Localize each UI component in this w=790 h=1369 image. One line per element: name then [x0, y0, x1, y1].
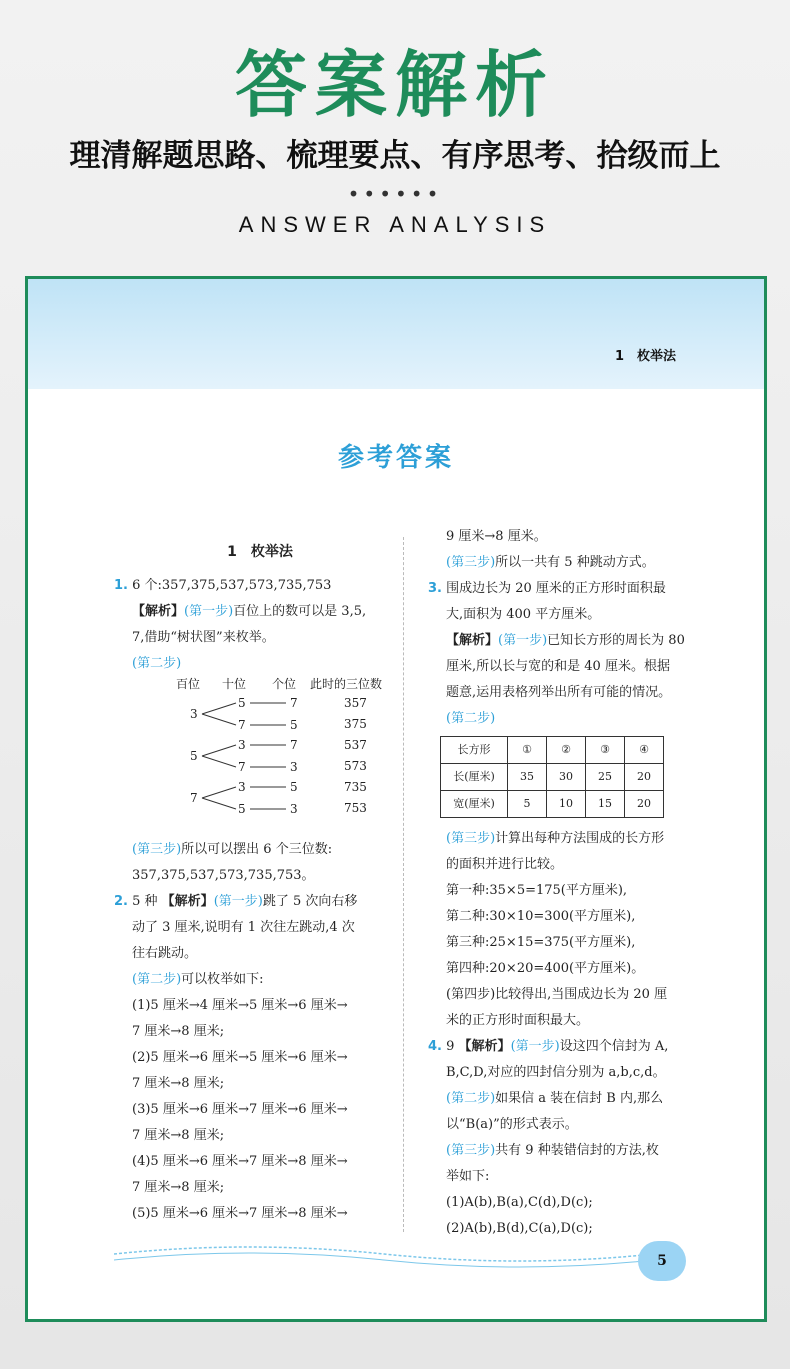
q3-text: 计算出每种方法围成的长方形: [495, 831, 665, 846]
list-item: (2)5 厘米→6 厘米→5 厘米→6 厘米→: [132, 1050, 348, 1065]
analysis-tag: 【解析】: [446, 633, 499, 648]
calc-line: 第二种:30×10=300(平方厘米),: [446, 909, 636, 924]
q3-text: 围成边长为 20 厘米的正方形时面积最: [446, 581, 666, 596]
list-item: (3)5 厘米→6 厘米→7 厘米→6 厘米→: [132, 1102, 348, 1117]
q3-number: 3.: [428, 581, 442, 596]
q1-text: 所以可以摆出 6 个三位数:: [181, 842, 333, 857]
q2-text: 所以一共有 5 种跳动方式。: [495, 555, 655, 570]
tree-ones: 3: [290, 802, 298, 816]
table-cell: 宽(厘米): [441, 791, 508, 818]
tree-header: 十位: [222, 677, 247, 691]
tree-result: 537: [344, 738, 367, 752]
tree-result: 357: [344, 696, 367, 710]
q1-text: 百位上的数可以是 3,5,: [233, 604, 367, 619]
q3-text: 米的正方形时面积最大。: [446, 1013, 590, 1028]
step-label: (第二步): [446, 711, 496, 726]
q3-text: 的面积并进行比较。: [446, 857, 564, 872]
q3-text: 已知长方形的周长为 80: [547, 633, 685, 648]
step-label: (第二步): [446, 1091, 496, 1106]
table-header-cell: ②: [547, 737, 586, 764]
table-header-cell: ④: [625, 737, 664, 764]
tree-tens: 7: [238, 760, 246, 774]
table-header-cell: ①: [508, 737, 547, 764]
table-cell: 35: [508, 764, 547, 791]
tree-hundreds: 5: [190, 749, 198, 763]
list-item: (1)5 厘米→4 厘米→5 厘米→6 厘米→: [132, 998, 348, 1013]
table-cell: 20: [625, 764, 664, 791]
left-column: [114, 539, 394, 1227]
section-title: 1 枚举法: [227, 544, 293, 560]
q1-answer: [114, 573, 394, 599]
q3-text: 题意,运用表格列举出所有可能的情况。: [446, 685, 672, 700]
calc-line: 第一种:35×5=175(平方厘米),: [446, 883, 628, 898]
step-label: (第三步): [446, 555, 496, 570]
step-label: (第三步): [132, 842, 182, 857]
tree-hundreds: 3: [190, 707, 198, 721]
q2-text: 往右跳动。: [132, 946, 198, 961]
calc-line: 第四种:20×20=400(平方厘米)。: [446, 961, 645, 976]
tree-ones: 7: [290, 738, 298, 752]
analysis-tag: 【解析】: [132, 604, 185, 619]
q2-answer: 5 种: [132, 894, 158, 909]
table-cell: 30: [547, 764, 586, 791]
table-header-row: [441, 737, 664, 764]
list-item: (2)A(b),B(d),C(a),D(c);: [446, 1221, 593, 1236]
q2-line: [114, 889, 394, 915]
page-title: 参考答案: [337, 443, 454, 473]
tree-header: 个位: [272, 677, 297, 691]
q2-line: [114, 967, 394, 993]
q2-number: 2.: [114, 894, 128, 909]
q4-line: [428, 1138, 718, 1164]
q4-text: B,C,D,对应的四封信分别为 a,b,c,d。: [446, 1065, 666, 1080]
list-item: 7 厘米→8 厘米;: [132, 1024, 225, 1039]
q4-text: 举如下:: [446, 1169, 490, 1184]
step-label: (第三步): [446, 831, 496, 846]
header-band: [28, 279, 764, 389]
q3-line: [428, 576, 718, 602]
tree-diagram: [114, 677, 394, 837]
tree-header: 百位: [176, 677, 201, 691]
q4-text: 共有 9 种装错信封的方法,枚: [495, 1143, 659, 1158]
analysis-tag: 【解析】: [458, 1039, 511, 1054]
tree-ones: 3: [290, 760, 298, 774]
tree-ones: 7: [290, 696, 298, 710]
hero-subtitle: 理清解题思路、梳理要点、有序思考、拾级而上: [69, 138, 721, 174]
q2-text: 动了 3 厘米,说明有 1 次往左跳动,4 次: [132, 920, 355, 935]
table-cell: 5: [508, 791, 547, 818]
table-cell: 10: [547, 791, 586, 818]
hero-dots: ••••••: [347, 182, 443, 206]
q2-text: 跳了 5 次向右移: [262, 894, 358, 909]
page-frame: [25, 276, 767, 1322]
q4-text: 以“B(a)”的形式表示。: [446, 1117, 578, 1132]
table-cell: 25: [586, 764, 625, 791]
analysis-tag: 【解析】: [161, 894, 214, 909]
table-header-cell: 长方形: [441, 737, 508, 764]
table-cell: 15: [586, 791, 625, 818]
q4-number: 4.: [428, 1039, 442, 1054]
q1-line: [114, 837, 394, 863]
q1-number: 1.: [114, 578, 128, 593]
tree-hundreds: 7: [190, 791, 198, 805]
table-row: [441, 764, 664, 791]
right-column: [428, 524, 718, 1242]
page-number: 5: [638, 1241, 686, 1281]
q4-text: 如果信 a 装在信封 B 内,那么: [495, 1091, 664, 1106]
tree-ones: 5: [290, 780, 298, 794]
rectangle-table: [440, 736, 664, 818]
table-header-cell: ③: [586, 737, 625, 764]
step-label: (第二步): [132, 972, 182, 987]
q2-line: [428, 550, 718, 576]
q1-answer-text: 6 个:357,375,537,573,735,753: [132, 578, 332, 593]
calc-line: 第三种:25×15=375(平方厘米),: [446, 935, 636, 950]
tree-result: 573: [344, 759, 367, 773]
tree-tens: 3: [238, 780, 246, 794]
q3-text: 大,面积为 400 平方厘米。: [446, 607, 601, 622]
q4-line: [428, 1086, 718, 1112]
step-label: (第一步): [184, 604, 234, 619]
q3-text: (第四步)比较得出,当围成边长为 20 厘: [446, 987, 668, 1002]
q1-text: 357,375,537,573,735,753。: [132, 868, 315, 883]
q3-line: [428, 826, 718, 852]
tree-header: 此时的三位数: [310, 677, 383, 691]
table-row: [441, 791, 664, 818]
q3-text: 厘米,所以长与宽的和是 40 厘米。根据: [446, 659, 670, 674]
tree-tens: 5: [238, 696, 246, 710]
tree-result: 753: [344, 801, 367, 815]
q2-text: 可以枚举如下:: [181, 972, 264, 987]
running-header: 1 枚举法: [614, 349, 676, 364]
tree-ones: 5: [290, 718, 298, 732]
list-item: 7 厘米→8 厘米;: [132, 1076, 225, 1091]
tree-tens: 3: [238, 738, 246, 752]
step-label: (第三步): [446, 1143, 496, 1158]
hero-title: 答案解析: [234, 43, 555, 127]
tree-result: 375: [344, 717, 367, 731]
footer-wave: [114, 1234, 654, 1274]
step-label: (第一步): [213, 894, 263, 909]
step-label: (第一步): [498, 633, 548, 648]
tree-result: 735: [344, 780, 367, 794]
q4-answer: 9: [446, 1039, 455, 1054]
q1-text: 7,借助“树状图”来枚举。: [132, 630, 275, 645]
list-item: 7 厘米→8 厘米;: [132, 1180, 225, 1195]
hero-english-title: ANSWER ANALYSIS: [238, 212, 552, 237]
table-cell: 长(厘米): [441, 764, 508, 791]
q3-line: [428, 628, 718, 654]
list-item: (5)5 厘米→6 厘米→7 厘米→8 厘米→: [132, 1206, 348, 1221]
q1-line: [114, 599, 394, 625]
q4-line: [428, 1034, 718, 1060]
q4-text: 设这四个信封为 A,: [559, 1039, 669, 1054]
table-cell: 20: [625, 791, 664, 818]
tree-tens: 7: [238, 718, 246, 732]
q2-continued: 9 厘米→8 厘米。: [446, 529, 547, 544]
list-item: (4)5 厘米→6 厘米→7 厘米→8 厘米→: [132, 1154, 348, 1169]
list-item: 7 厘米→8 厘米;: [132, 1128, 225, 1143]
step-label: (第一步): [510, 1039, 560, 1054]
column-divider: [403, 537, 404, 1232]
list-item: (1)A(b),B(a),C(d),D(c);: [446, 1195, 593, 1210]
tree-tens: 5: [238, 802, 246, 816]
step-label: (第二步): [132, 656, 182, 671]
